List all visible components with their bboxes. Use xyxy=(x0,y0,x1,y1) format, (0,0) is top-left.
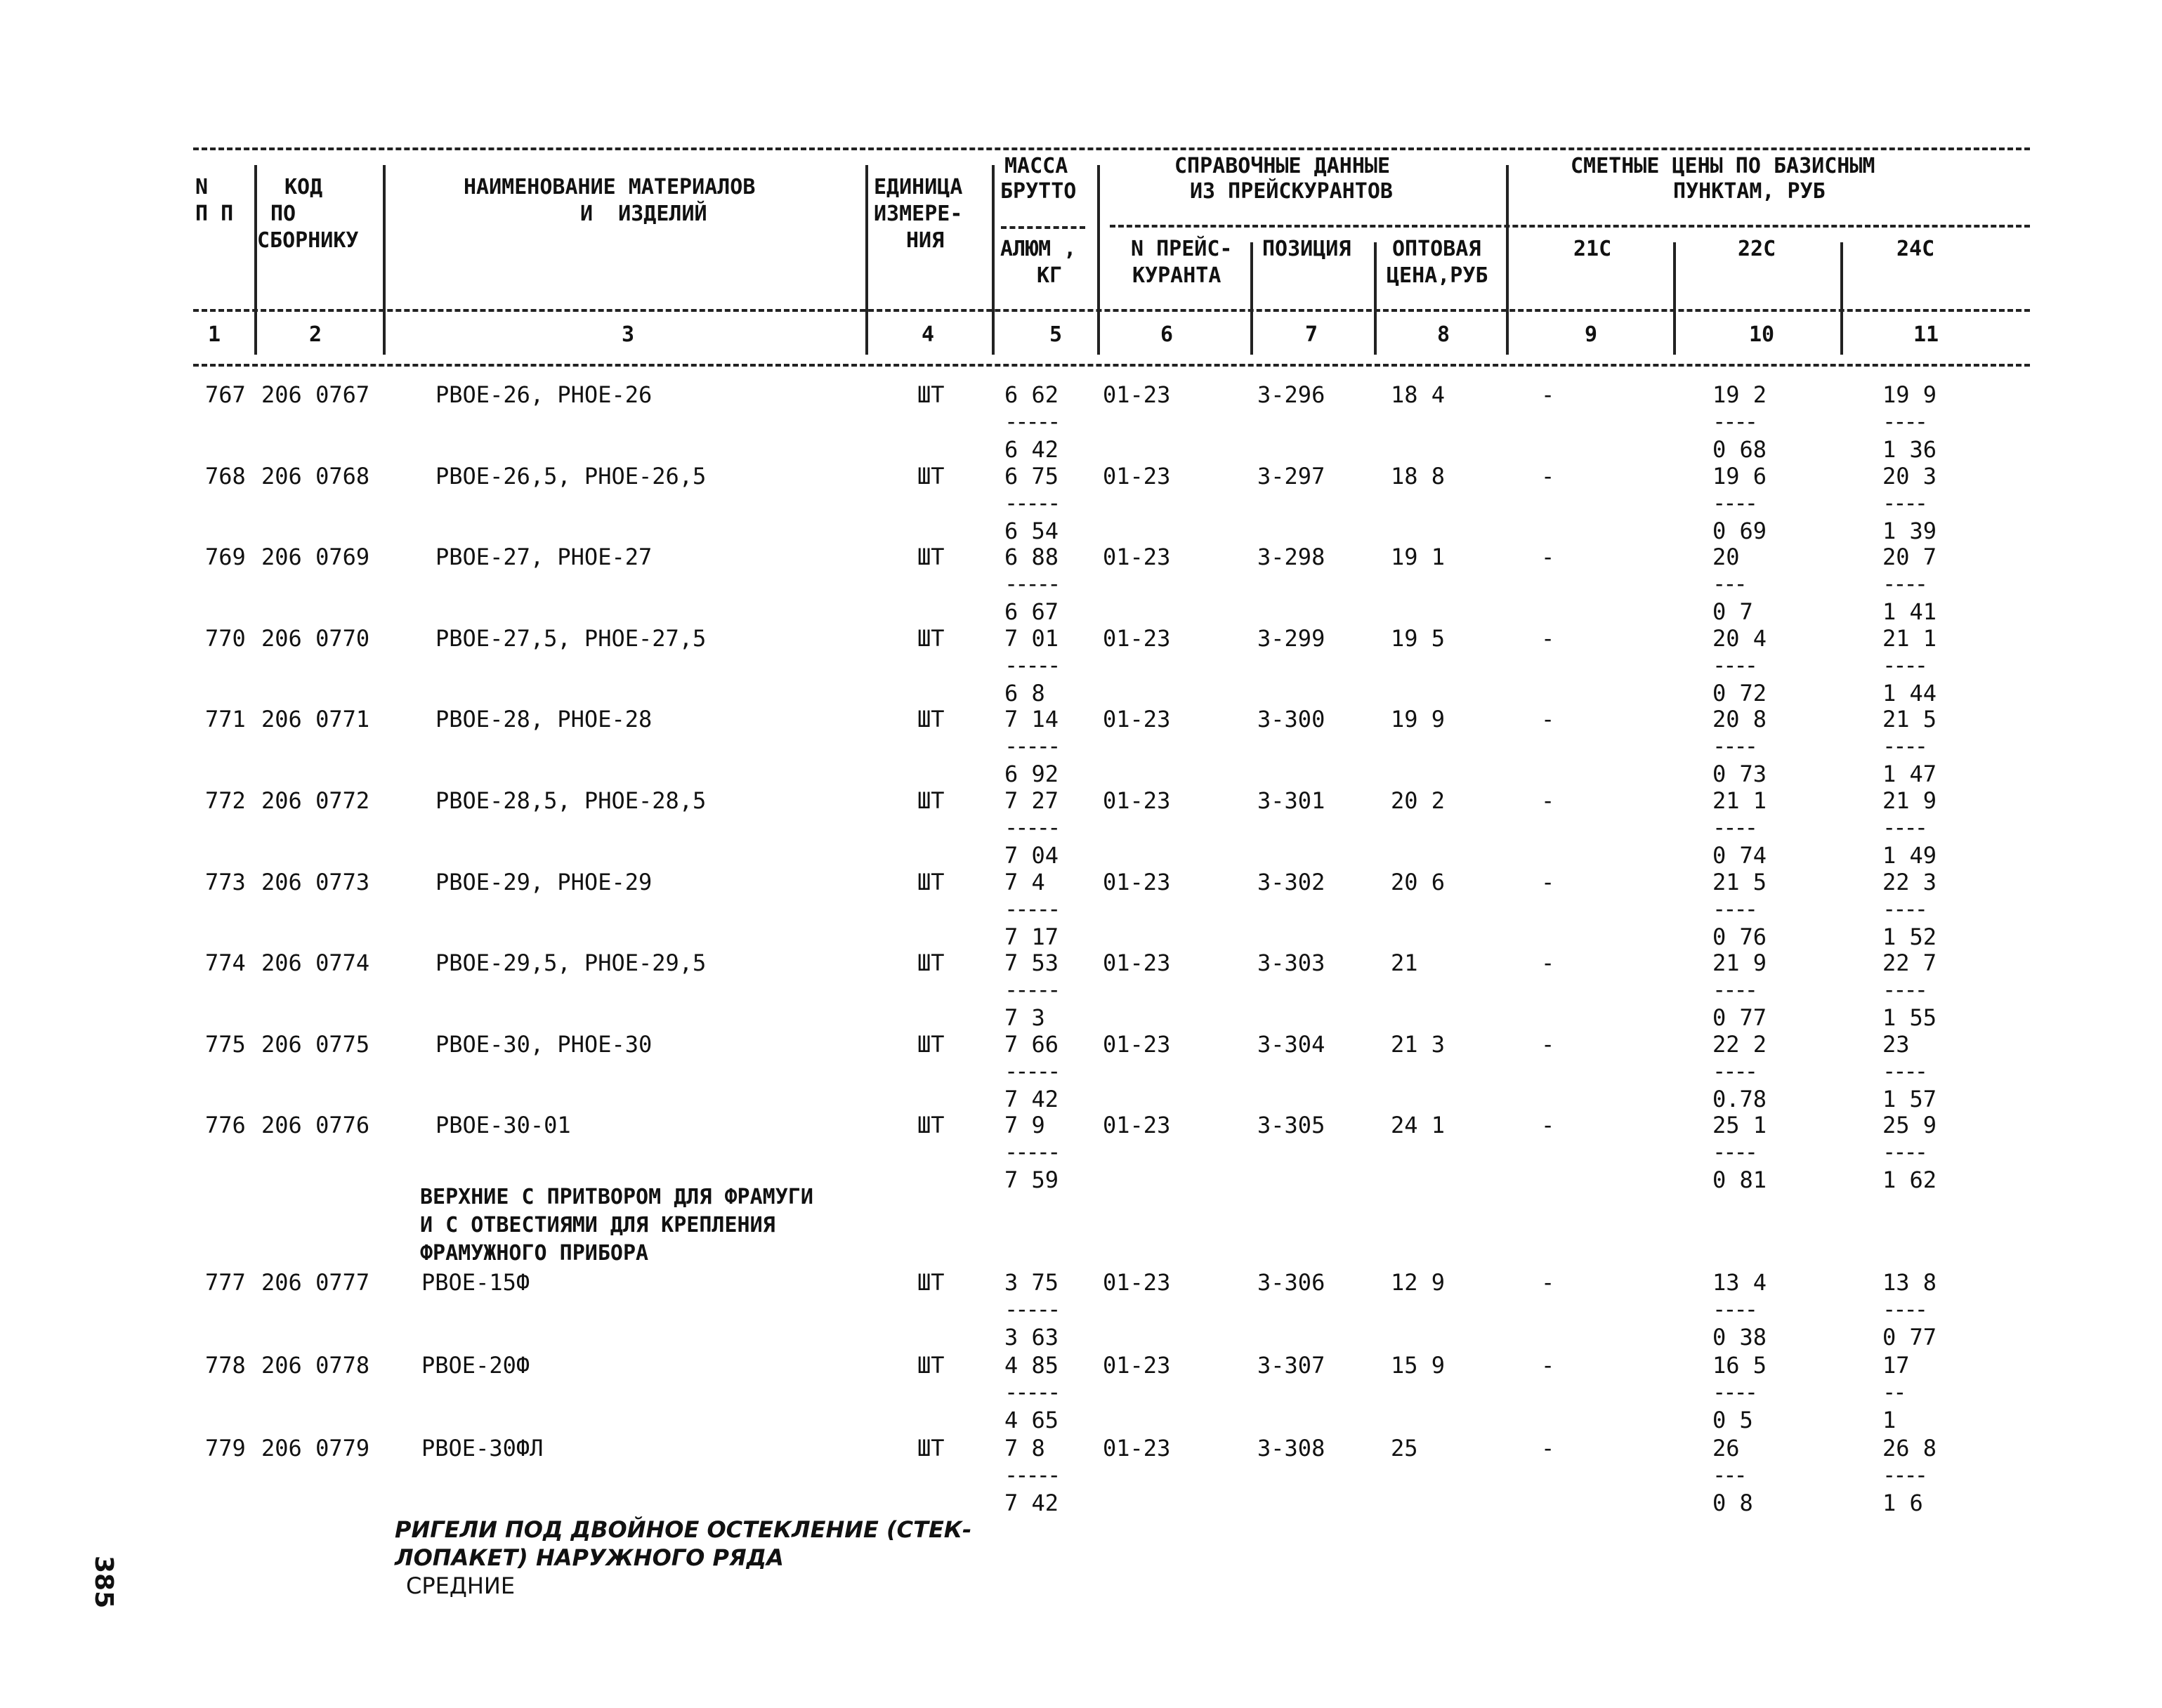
row-position: 3-296 xyxy=(1257,381,1325,408)
row-price-22c-separator: ---- xyxy=(1712,1057,1756,1084)
row-price-22c-low: 0 77 xyxy=(1712,1004,1767,1032)
row-unit: ШТ xyxy=(917,706,945,733)
row-price-24c: 21 9 xyxy=(1882,787,1937,814)
row-price-24c: 21 5 xyxy=(1882,706,1937,733)
header-ref-group-2: ИЗ ПРЕЙСКУРАНТОВ xyxy=(1190,179,1393,204)
row-price-24c-low: 1 6 xyxy=(1882,1490,1923,1516)
row-mass-alum: 6 42 xyxy=(1004,436,1059,463)
row-wholesale-price: 19 9 xyxy=(1391,706,1446,733)
row-price-22c-low: 0 76 xyxy=(1712,923,1767,950)
header-position: ПОЗИЦИЯ xyxy=(1262,237,1351,261)
row-unit: ШТ xyxy=(917,1352,945,1379)
row-price-22c: 21 9 xyxy=(1712,950,1767,977)
table-top-rule xyxy=(193,147,2030,150)
row-mass-separator: ----- xyxy=(1004,408,1059,435)
row-price-22c-low: 0 73 xyxy=(1712,761,1767,788)
row-price-21c: - xyxy=(1541,1269,1555,1296)
row-price-22c-low: 0 72 xyxy=(1712,679,1767,707)
row-price-24c-separator: ---- xyxy=(1882,1461,1926,1488)
row-preiskurant: 01-23 xyxy=(1103,868,1171,895)
row-price-21c: - xyxy=(1541,462,1555,490)
header-unit: ЕДИНИЦА xyxy=(874,175,963,199)
mass-split-rule xyxy=(1001,226,1085,229)
row-price-24c-low: 1 36 xyxy=(1882,436,1937,463)
row-mass-separator: ----- xyxy=(1004,1296,1059,1322)
row-position: 3-297 xyxy=(1257,462,1325,490)
row-mass-separator: ----- xyxy=(1004,1379,1059,1405)
row-price-24c-separator: ---- xyxy=(1882,570,1926,598)
row-price-21c: - xyxy=(1541,787,1555,814)
row-wholesale-price: 19 1 xyxy=(1391,544,1446,571)
row-mass: 7 27 xyxy=(1004,787,1059,814)
header-code-po: ПО xyxy=(270,202,296,226)
row-mass-alum: 6 54 xyxy=(1004,517,1059,544)
row-mass-separator: ----- xyxy=(1004,570,1059,598)
header-wholesale-2: ЦЕНА,РУБ xyxy=(1387,263,1488,288)
row-preiskurant: 01-23 xyxy=(1103,950,1171,977)
row-name: РВОЕ-15Ф xyxy=(421,1269,530,1296)
col-number: 4 xyxy=(922,322,935,347)
row-price-22c: 20 4 xyxy=(1712,624,1767,652)
row-mass-alum: 6 92 xyxy=(1004,761,1059,788)
row-name: РВОЕ-26, РНОЕ-26 xyxy=(435,381,653,408)
row-price-22c: 26 xyxy=(1712,1435,1740,1461)
col-number: 7 xyxy=(1305,322,1318,347)
header-21c: 21С xyxy=(1573,237,1612,261)
row-wholesale-price: 20 6 xyxy=(1391,868,1446,895)
row-number: 769 xyxy=(205,544,246,571)
row-number: 776 xyxy=(205,1112,246,1139)
row-preiskurant: 01-23 xyxy=(1103,787,1171,814)
row-price-21c: - xyxy=(1541,544,1555,571)
row-price-24c-low: 1 41 xyxy=(1882,598,1937,626)
row-mass-separator: ----- xyxy=(1004,1138,1059,1166)
row-position: 3-300 xyxy=(1257,706,1325,733)
row-preiskurant: 01-23 xyxy=(1103,462,1171,490)
row-mass: 3 75 xyxy=(1004,1269,1059,1296)
row-position: 3-308 xyxy=(1257,1435,1325,1461)
row-price-21c: - xyxy=(1541,1435,1555,1461)
row-price-22c-separator: ---- xyxy=(1712,814,1756,841)
row-wholesale-price: 19 5 xyxy=(1391,624,1446,652)
row-preiskurant: 01-23 xyxy=(1103,1112,1171,1139)
row-preiskurant: 01-23 xyxy=(1103,706,1171,733)
row-price-21c: - xyxy=(1541,381,1555,408)
col-divider xyxy=(1506,165,1509,355)
row-code: 206 0767 xyxy=(261,381,370,408)
row-price-22c-low: 0 69 xyxy=(1712,517,1767,544)
row-price-21c: - xyxy=(1541,1030,1555,1058)
row-price-22c-separator: --- xyxy=(1712,570,1745,598)
page-number: 385 xyxy=(89,1556,118,1609)
row-price-24c-low: 1 xyxy=(1882,1407,1896,1433)
section-heading: ВЕРХНИЕ С ПРИТВОРОМ ДЛЯ ФРАМУГИ xyxy=(420,1185,813,1209)
row-unit: ШТ xyxy=(917,1269,945,1296)
row-price-24c-low: 1 39 xyxy=(1882,517,1937,544)
row-mass-alum: 4 65 xyxy=(1004,1407,1059,1433)
row-mass-separator: ----- xyxy=(1004,733,1059,760)
row-unit: ШТ xyxy=(917,787,945,814)
header-ref-group: СПРАВОЧНЫЕ ДАННЫЕ xyxy=(1174,154,1391,178)
row-code: 206 0777 xyxy=(261,1269,370,1296)
row-name: РВОЕ-30ФЛ xyxy=(421,1435,544,1461)
row-price-22c-separator: ---- xyxy=(1712,895,1756,922)
header-code-sbornik: СБОРНИКУ xyxy=(257,228,359,253)
row-price-24c-low: 1 52 xyxy=(1882,923,1937,950)
row-price-22c-low: 0 5 xyxy=(1712,1407,1753,1433)
row-price-24c-separator: ---- xyxy=(1882,1296,1926,1322)
header-mass: МАССА xyxy=(1004,154,1068,178)
col-divider xyxy=(1673,242,1676,355)
row-price-22c-separator: ---- xyxy=(1712,976,1756,1004)
row-wholesale-price: 20 2 xyxy=(1391,787,1446,814)
row-price-24c: 20 7 xyxy=(1882,544,1937,571)
row-price-21c: - xyxy=(1541,868,1555,895)
row-price-22c-separator: ---- xyxy=(1712,408,1756,435)
row-unit: ШТ xyxy=(917,544,945,571)
row-price-22c: 20 xyxy=(1712,544,1740,571)
row-unit: ШТ xyxy=(917,1435,945,1461)
row-mass: 7 8 xyxy=(1004,1435,1045,1461)
row-number: 779 xyxy=(205,1435,246,1461)
row-price-22c-separator: ---- xyxy=(1712,651,1756,678)
row-name: РВОЕ-29, РНОЕ-29 xyxy=(435,868,653,895)
col-divider xyxy=(865,165,868,355)
row-mass-alum: 7 42 xyxy=(1004,1085,1059,1112)
row-mass-alum: 7 17 xyxy=(1004,923,1059,950)
row-price-24c-separator: ---- xyxy=(1882,1057,1926,1084)
header-price-group-2: ПУНКТАМ, РУБ xyxy=(1673,179,1826,204)
row-mass: 7 4 xyxy=(1004,868,1045,895)
row-preiskurant: 01-23 xyxy=(1103,381,1171,408)
row-wholesale-price: 21 3 xyxy=(1391,1030,1446,1058)
header-preisk-2: КУРАНТА xyxy=(1132,263,1221,288)
row-mass: 6 75 xyxy=(1004,462,1059,490)
row-mass-alum: 3 63 xyxy=(1004,1324,1059,1351)
row-wholesale-price: 15 9 xyxy=(1391,1352,1446,1379)
row-name: РВОЕ-27,5, РНОЕ-27,5 xyxy=(435,624,707,652)
row-mass-alum: 6 67 xyxy=(1004,598,1059,626)
row-name: РВОЕ-30, РНОЕ-30 xyxy=(435,1030,653,1058)
row-number: 767 xyxy=(205,381,246,408)
row-mass: 7 53 xyxy=(1004,950,1059,977)
col-divider xyxy=(1250,242,1253,355)
row-mass-alum: 7 04 xyxy=(1004,842,1059,869)
row-preiskurant: 01-23 xyxy=(1103,544,1171,571)
row-mass-alum: 6 8 xyxy=(1004,679,1045,707)
row-price-24c-separator: ---- xyxy=(1882,651,1926,678)
row-price-22c: 19 6 xyxy=(1712,462,1767,490)
row-code: 206 0778 xyxy=(261,1352,370,1379)
row-mass-alum: 7 42 xyxy=(1004,1490,1059,1516)
row-price-22c-separator: --- xyxy=(1712,1461,1745,1488)
section-heading: И С ОТВЕСТИЯМИ ДЛЯ КРЕПЛЕНИЯ xyxy=(420,1213,775,1237)
row-mass-separator: ----- xyxy=(1004,895,1059,922)
col-number: 6 xyxy=(1160,322,1174,347)
col-divider xyxy=(1840,242,1843,355)
row-price-24c-separator: ---- xyxy=(1882,976,1926,1004)
row-name: РВОЕ-30-01 xyxy=(435,1112,571,1139)
header-bottom-rule xyxy=(193,309,2030,312)
row-price-22c: 13 4 xyxy=(1712,1269,1767,1296)
row-price-22c-low: 0 81 xyxy=(1712,1167,1767,1194)
row-price-22c-low: 0 68 xyxy=(1712,436,1767,463)
header-n: N xyxy=(195,175,209,199)
row-name: РВОЕ-27, РНОЕ-27 xyxy=(435,544,653,571)
row-price-22c-separator: ---- xyxy=(1712,1379,1756,1405)
row-position: 3-303 xyxy=(1257,950,1325,977)
header-name: НАИМЕНОВАНИЕ МАТЕРИАЛОВ xyxy=(464,175,756,199)
header-preisk: N ПРЕЙС- xyxy=(1131,237,1233,261)
row-price-24c-low: 1 57 xyxy=(1882,1085,1937,1112)
row-position: 3-306 xyxy=(1257,1269,1325,1296)
row-position: 3-304 xyxy=(1257,1030,1325,1058)
row-mass: 7 66 xyxy=(1004,1030,1059,1058)
row-price-22c-separator: ---- xyxy=(1712,1296,1756,1322)
col-divider xyxy=(1097,165,1100,355)
col-number: 8 xyxy=(1437,322,1450,347)
row-code: 206 0768 xyxy=(261,462,370,490)
header-price-group: СМЕТНЫЕ ЦЕНЫ ПО БАЗИСНЫМ xyxy=(1571,154,1875,178)
row-mass: 7 14 xyxy=(1004,706,1059,733)
row-number: 772 xyxy=(205,787,246,814)
col-divider xyxy=(254,165,257,355)
row-price-22c-low: 0.78 xyxy=(1712,1085,1767,1112)
row-position: 3-301 xyxy=(1257,787,1325,814)
row-unit: ШТ xyxy=(917,1030,945,1058)
header-24c: 24С xyxy=(1896,237,1935,261)
row-number: 774 xyxy=(205,950,246,977)
row-price-22c-low: 0 7 xyxy=(1712,598,1753,626)
row-unit: ШТ xyxy=(917,624,945,652)
number-row-rule xyxy=(193,364,2030,367)
row-preiskurant: 01-23 xyxy=(1103,1435,1171,1461)
header-mass-brutto: БРУТТО xyxy=(1000,179,1077,204)
row-mass: 7 01 xyxy=(1004,624,1059,652)
row-price-22c: 16 5 xyxy=(1712,1352,1767,1379)
row-unit: ШТ xyxy=(917,950,945,977)
row-preiskurant: 01-23 xyxy=(1103,624,1171,652)
row-price-24c-separator: ---- xyxy=(1882,489,1926,516)
row-price-24c: 23 xyxy=(1882,1030,1910,1058)
row-wholesale-price: 21 xyxy=(1391,950,1418,977)
row-price-21c: - xyxy=(1541,950,1555,977)
row-price-24c: 26 8 xyxy=(1882,1435,1937,1461)
row-code: 206 0774 xyxy=(261,950,370,977)
row-mass-separator: ----- xyxy=(1004,489,1059,516)
row-preiskurant: 01-23 xyxy=(1103,1030,1171,1058)
row-price-22c: 21 5 xyxy=(1712,868,1767,895)
row-number: 777 xyxy=(205,1269,246,1296)
col-number: 2 xyxy=(309,322,322,347)
header-mid-rule xyxy=(1110,225,2030,228)
header-code: КОД xyxy=(284,175,323,199)
row-position: 3-299 xyxy=(1257,624,1325,652)
row-wholesale-price: 12 9 xyxy=(1391,1269,1446,1296)
section-subheading: СРЕДНИЕ xyxy=(406,1572,516,1599)
col-number: 9 xyxy=(1585,322,1598,347)
row-wholesale-price: 18 4 xyxy=(1391,381,1446,408)
row-name: РВОЕ-20Ф xyxy=(421,1352,530,1379)
row-price-24c-low: 0 77 xyxy=(1882,1324,1937,1351)
row-price-22c: 20 8 xyxy=(1712,706,1767,733)
row-price-21c: - xyxy=(1541,624,1555,652)
row-wholesale-price: 24 1 xyxy=(1391,1112,1446,1139)
row-price-22c: 22 2 xyxy=(1712,1030,1767,1058)
row-price-22c: 21 1 xyxy=(1712,787,1767,814)
col-number: 3 xyxy=(622,322,635,347)
row-price-24c-low: 1 49 xyxy=(1882,842,1937,869)
row-code: 206 0779 xyxy=(261,1435,370,1461)
header-mass-alum: АЛЮМ , xyxy=(1000,237,1077,261)
row-wholesale-price: 18 8 xyxy=(1391,462,1446,490)
row-name: РВОЕ-28, РНОЕ-28 xyxy=(435,706,653,733)
row-mass: 6 62 xyxy=(1004,381,1059,408)
row-unit: ШТ xyxy=(917,868,945,895)
row-code: 206 0775 xyxy=(261,1030,370,1058)
row-price-24c: 25 9 xyxy=(1882,1112,1937,1139)
row-mass-separator: ----- xyxy=(1004,1057,1059,1084)
row-price-24c-low: 1 47 xyxy=(1882,761,1937,788)
row-position: 3-305 xyxy=(1257,1112,1325,1139)
col-divider xyxy=(383,165,386,355)
header-pp: П П xyxy=(195,202,234,226)
row-number: 773 xyxy=(205,868,246,895)
row-price-21c: - xyxy=(1541,706,1555,733)
row-price-22c-separator: ---- xyxy=(1712,1138,1756,1166)
section-heading-italic: РИГЕЛИ ПОД ДВОЙНОЕ ОСТЕКЛЕНИЕ (СТЕК- xyxy=(395,1516,972,1543)
header-22c: 22С xyxy=(1738,237,1776,261)
col-number: 5 xyxy=(1049,322,1063,347)
row-price-24c-separator: ---- xyxy=(1882,895,1926,922)
row-price-22c-low: 0 74 xyxy=(1712,842,1767,869)
row-mass-separator: ----- xyxy=(1004,1461,1059,1488)
row-preiskurant: 01-23 xyxy=(1103,1269,1171,1296)
row-price-24c-separator: -- xyxy=(1882,1379,1904,1405)
row-price-24c: 19 9 xyxy=(1882,381,1937,408)
row-price-24c: 21 1 xyxy=(1882,624,1937,652)
row-price-24c-low: 1 55 xyxy=(1882,1004,1937,1032)
row-price-24c-separator: ---- xyxy=(1882,814,1926,841)
row-price-22c: 19 2 xyxy=(1712,381,1767,408)
col-number: 1 xyxy=(208,322,221,347)
row-price-24c-separator: ---- xyxy=(1882,733,1926,760)
row-price-24c: 22 7 xyxy=(1882,950,1937,977)
header-mass-kg: КГ xyxy=(1037,263,1063,288)
row-code: 206 0776 xyxy=(261,1112,370,1139)
col-divider xyxy=(1374,242,1377,355)
row-code: 206 0769 xyxy=(261,544,370,571)
row-price-22c: 25 1 xyxy=(1712,1112,1767,1139)
row-price-24c: 13 8 xyxy=(1882,1269,1937,1296)
section-heading-italic: ЛОПАКЕТ) НАРУЖНОГО РЯДА xyxy=(395,1544,784,1571)
row-number: 775 xyxy=(205,1030,246,1058)
row-code: 206 0772 xyxy=(261,787,370,814)
row-price-24c-separator: ---- xyxy=(1882,408,1926,435)
row-mass: 4 85 xyxy=(1004,1352,1059,1379)
header-unit-2: ИЗМЕРЕ- xyxy=(874,202,963,226)
col-number: 11 xyxy=(1913,322,1939,347)
row-position: 3-307 xyxy=(1257,1352,1325,1379)
row-price-24c: 20 3 xyxy=(1882,462,1937,490)
row-unit: ШТ xyxy=(917,1112,945,1139)
col-divider xyxy=(992,165,995,355)
row-price-24c-low: 1 62 xyxy=(1882,1167,1937,1194)
row-number: 771 xyxy=(205,706,246,733)
row-code: 206 0770 xyxy=(261,624,370,652)
row-mass-alum: 7 3 xyxy=(1004,1004,1045,1032)
row-price-22c-separator: ---- xyxy=(1712,733,1756,760)
row-price-21c: - xyxy=(1541,1112,1555,1139)
row-code: 206 0771 xyxy=(261,706,370,733)
row-number: 770 xyxy=(205,624,246,652)
row-name: РВОЕ-28,5, РНОЕ-28,5 xyxy=(435,787,707,814)
row-wholesale-price: 25 xyxy=(1391,1435,1418,1461)
row-name: РВОЕ-29,5, РНОЕ-29,5 xyxy=(435,950,707,977)
col-number: 10 xyxy=(1749,322,1775,347)
row-number: 778 xyxy=(205,1352,246,1379)
row-unit: ШТ xyxy=(917,462,945,490)
row-position: 3-302 xyxy=(1257,868,1325,895)
row-mass-separator: ----- xyxy=(1004,651,1059,678)
row-price-22c-low: 0 38 xyxy=(1712,1324,1767,1351)
row-price-24c: 17 xyxy=(1882,1352,1910,1379)
row-price-22c-low: 0 8 xyxy=(1712,1490,1753,1516)
row-mass: 6 88 xyxy=(1004,544,1059,571)
row-name: РВОЕ-26,5, РНОЕ-26,5 xyxy=(435,462,707,490)
row-price-24c-low: 1 44 xyxy=(1882,679,1937,707)
row-mass-separator: ----- xyxy=(1004,814,1059,841)
row-mass: 7 9 xyxy=(1004,1112,1045,1139)
row-mass-separator: ----- xyxy=(1004,976,1059,1004)
row-price-21c: - xyxy=(1541,1352,1555,1379)
header-name-2: И ИЗДЕЛИЙ xyxy=(580,202,707,226)
row-code: 206 0773 xyxy=(261,868,370,895)
row-price-24c: 22 3 xyxy=(1882,868,1937,895)
row-position: 3-298 xyxy=(1257,544,1325,571)
row-preiskurant: 01-23 xyxy=(1103,1352,1171,1379)
row-mass-alum: 7 59 xyxy=(1004,1167,1059,1194)
header-unit-3: НИЯ xyxy=(906,228,945,253)
header-wholesale: ОПТОВАЯ xyxy=(1392,237,1481,261)
row-price-22c-separator: ---- xyxy=(1712,489,1756,516)
row-price-24c-separator: ---- xyxy=(1882,1138,1926,1166)
row-unit: ШТ xyxy=(917,381,945,408)
section-heading: ФРАМУЖНОГО ПРИБОРА xyxy=(420,1241,649,1266)
row-number: 768 xyxy=(205,462,246,490)
